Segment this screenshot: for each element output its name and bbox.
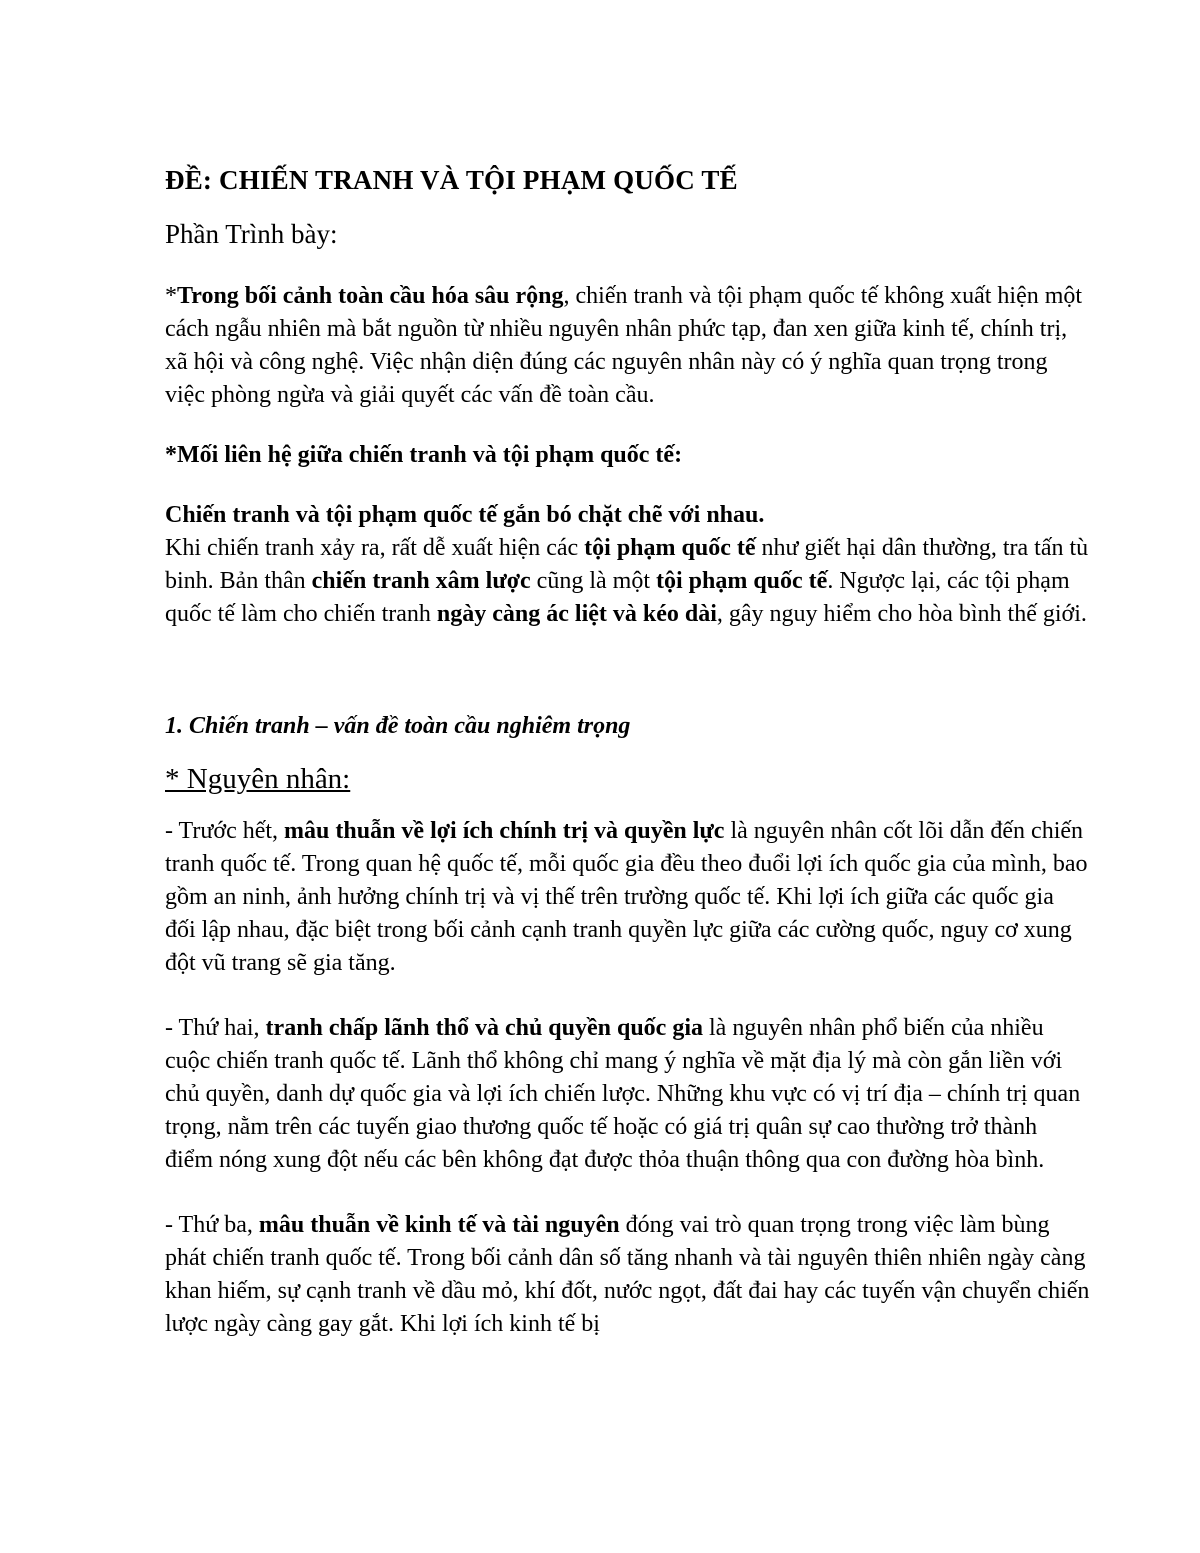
cause-1-prefix: - Trước hết,: [165, 818, 285, 844]
intro-prefix: *: [165, 283, 177, 309]
intro-paragraph: [165, 280, 1090, 412]
cause-3-text: đóng vai trò quan trọng trong việc làm bùng phát chiến tranh quốc tế. Trong bối cảnh dân số tăng nhanh và tài nguyên thiên nhiên ngày càng khan hiếm, sự cạnh tranh về dầu mỏ, khí đốt, nước ngọt, đất đai hay các tuyến vận chuyển chiến lược ngày càng gay gắt. Khi lợi ích kinh tế bị: [165, 1212, 1090, 1337]
document-title: ĐỀ: CHIẾN TRANH VÀ TỘI PHẠM QUỐC TẾ: [165, 165, 738, 195]
cause-3-bold: mâu thuẫn về kinh tế và tài nguyên: [258, 1212, 620, 1238]
relationship-text-5: , gây nguy hiểm cho hòa bình thế giới.: [716, 601, 1087, 627]
relationship-heading-text: *Mối liên hệ giữa chiến tranh và tội phạm quốc tế:: [165, 442, 683, 468]
relationship-bold-2: chiến tranh xâm lược: [311, 568, 531, 594]
relationship-text-1: Khi chiến tranh xảy ra, rất dễ xuất hiện các: [165, 535, 585, 561]
cause-paragraph-3: [165, 1209, 1090, 1341]
cause-2-bold: tranh chấp lãnh thổ và chủ quyền quốc gia: [265, 1015, 703, 1041]
cause-3-prefix: - Thứ ba,: [165, 1212, 259, 1238]
document-page: [165, 160, 1090, 1341]
cause-1-text: là nguyên nhân cốt lõi dẫn đến chiến tranh quốc tế. Trong quan hệ quốc tế, mỗi quốc gia đều theo đuổi lợi ích quốc gia của mình, bao gồm an ninh, ảnh hưởng chính trị và vị thế trên trường quốc tế. Khi lợi ích giữa các quốc gia đối lập nhau, đặc biệt trong bối cảnh cạnh tranh quyền lực giữa các cường quốc, nguy cơ xung đột vũ trang sẽ gia tăng.: [165, 818, 1088, 976]
relationship-text-2: như giết hại dân thường, tra tấn tù binh. Bản thân: [165, 535, 1089, 594]
intro-text: , chiến tranh và tội phạm quốc tế không xuất hiện một cách ngẫu nhiên mà bắt nguồn từ nhiều nguyên nhân phức tạp, đan xen giữa kinh tế, chính trị, xã hội và công nghệ. Việc nhận diện đúng các nguyên nhân này có ý nghĩa quan trọng trong việc phòng ngừa và giải quyết các vấn đề toàn cầu.: [165, 283, 1083, 408]
relationship-text-4: . Ngược lại, các tội phạm quốc tế làm cho chiến tranh: [165, 568, 1070, 627]
cause-1-bold: mâu thuẫn về lợi ích chính trị và quyền lực: [284, 818, 725, 844]
relationship-lead-text: Chiến tranh và tội phạm quốc tế gắn bó chặt chẽ với nhau.: [165, 502, 765, 528]
relationship-heading: [165, 439, 1090, 472]
relationship-bold-4: ngày càng ác liệt và kéo dài: [436, 601, 717, 627]
relationship-lead: [165, 499, 1090, 532]
cause-paragraph-1: [165, 815, 1090, 980]
cause-2-prefix: - Thứ hai,: [165, 1015, 266, 1041]
relationship-bold-3: tội phạm quốc tế: [655, 568, 828, 594]
relationship-paragraph: [165, 532, 1090, 631]
section-1-heading: 1. Chiến tranh – vấn đề toàn cầu nghiêm trọng: [165, 713, 631, 739]
intro-bold: Trong bối cảnh toàn cầu hóa sâu rộng: [177, 283, 564, 309]
presentation-subheading: Phần Trình bày:: [165, 219, 338, 249]
cause-2-text: là nguyên nhân phổ biến của nhiều cuộc chiến tranh quốc tế. Lãnh thổ không chỉ mang ý nghĩa về mặt địa lý mà còn gắn liền với chủ quyền, danh dự quốc gia và lợi ích chiến lược. Những khu vực có vị trí địa – chính trị quan trọng, nằm trên các tuyến giao thương quốc tế hoặc có giá trị quân sự cao thường trở thành điểm nóng xung đột nếu các bên không đạt được thỏa thuận thông qua con đường hòa bình.: [165, 1015, 1081, 1173]
relationship-text-3: cũng là một: [530, 568, 656, 594]
relationship-bold-1: tội phạm quốc tế: [584, 535, 756, 561]
causes-heading: * Nguyên nhân:: [165, 763, 351, 795]
cause-paragraph-2: [165, 1012, 1090, 1177]
